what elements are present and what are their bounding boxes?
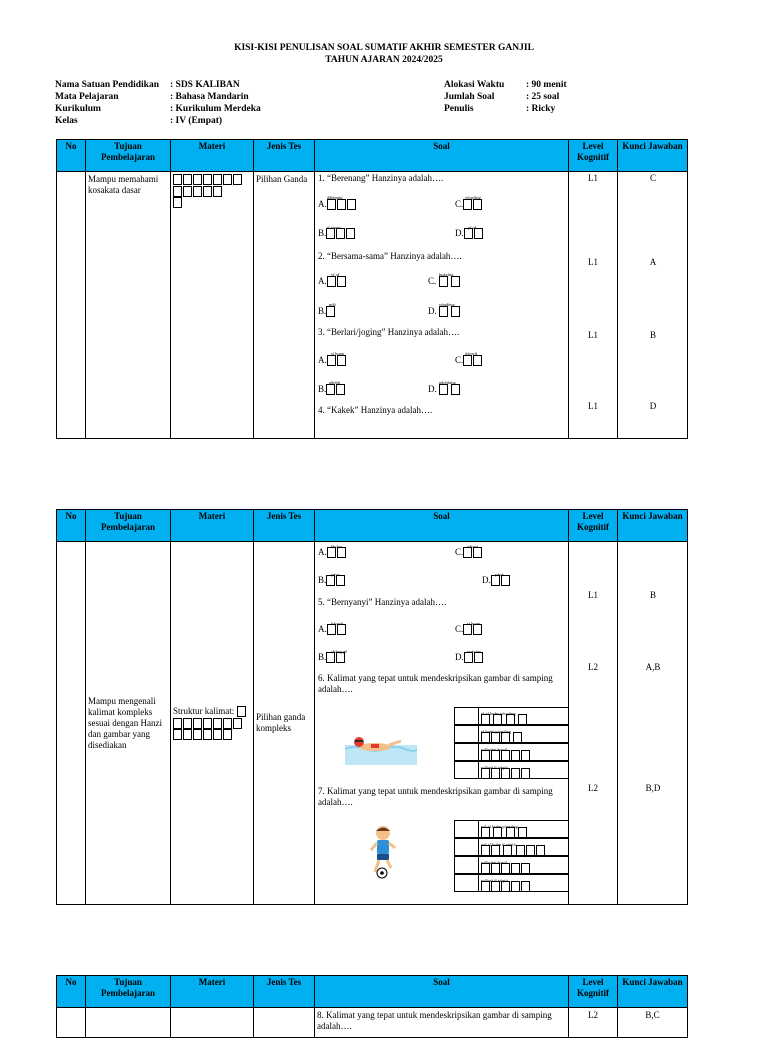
cell-materi (171, 172, 254, 439)
header-materi: Materi (171, 510, 254, 542)
pinyin: tā xǐ huān yóuyǒng (481, 711, 516, 716)
option-b (318, 306, 336, 317)
header-jenis: Jenis Tes (254, 510, 315, 542)
option-letter: B. (318, 384, 327, 394)
option-letter: C. (428, 276, 437, 286)
table-3 (56, 975, 688, 1038)
question-1: 1. “Berenang” Hanzinya adalah…. (318, 173, 444, 183)
meta-key: Kurikulum (55, 104, 101, 114)
level-value: L1 (588, 590, 598, 600)
option-d (455, 652, 484, 663)
option-b (318, 384, 346, 395)
option-letter: A. (318, 355, 327, 365)
answer-option (454, 725, 569, 743)
option-d (482, 575, 511, 586)
question-8: 8. Kalimat yang tepat untuk mendeskripsikan gambar di samping adalah…. (317, 1010, 552, 1031)
header-kunci: Kunci Jawaban (618, 510, 688, 542)
option-letter: C. (455, 199, 464, 209)
cell-jenis (254, 1008, 315, 1038)
cell-level (569, 172, 618, 439)
pinyin: yóuyǒng (465, 195, 481, 200)
cell-kunci (618, 172, 688, 439)
option-c (455, 547, 483, 558)
header-level: Level Kognitif (569, 976, 618, 1008)
meta-key: Jumlah Soal (444, 92, 495, 102)
pinyin: sì huan (331, 351, 344, 356)
level-value: L1 (588, 257, 598, 267)
soccer-child-image (367, 824, 403, 880)
meta-right (444, 79, 567, 115)
question-2: 2. “Bersama-sama” Hanzinya adalah…. (318, 251, 462, 261)
level-value: L1 (588, 173, 598, 183)
question-7: 7. Kalimat yang tepat untuk mendeskripsikan gambar di samping adalah…. (318, 786, 553, 807)
answer-option (454, 761, 569, 779)
level-value: L2 (588, 662, 598, 672)
option-d (428, 306, 461, 317)
pinyin: tā huān yóuyǒng (481, 729, 511, 734)
meta-value: : Ricky (526, 104, 556, 114)
option-a (318, 355, 347, 366)
option-letter: B. (318, 306, 327, 316)
pinyin: wǒhuā tī zúqiú (481, 878, 508, 883)
option-letter: A. (318, 199, 327, 209)
pinyin: yéye (331, 572, 340, 577)
answer-option (454, 874, 569, 892)
key-value: A,B (645, 662, 661, 672)
pinyin: tiàowǔ (331, 621, 344, 626)
pinyin: pǎobùing (439, 380, 456, 385)
header-no: No (57, 510, 86, 542)
pinyin: yéyè (495, 572, 504, 577)
pinyin: tī zúqiú (327, 225, 341, 230)
cell-no (57, 1008, 86, 1038)
cell-tujuan (86, 1008, 171, 1038)
option-b (318, 652, 346, 663)
option-letter: B. (318, 228, 327, 238)
answer-option (454, 707, 569, 725)
question-4: 4. “Kakek” Hanzinya adalah…. (318, 405, 433, 415)
option-letter: D. (455, 652, 464, 662)
cell-soal (315, 1008, 569, 1038)
cell-jenis: Pilihan Ganda (254, 172, 315, 439)
pinyin: wǒ xǐ huān yóuyǒng (481, 824, 518, 829)
pinyin: xuéxiào (467, 649, 482, 654)
header-soal: Soal (315, 510, 569, 542)
cell-level (569, 542, 618, 905)
meta-value: : Kurikulum Merdeka (170, 104, 261, 114)
cell-jenis: Pilihan ganda kompleks (254, 542, 315, 905)
key-value: D (649, 401, 657, 411)
meta-value: : SDS KALIBAN (170, 80, 240, 90)
option-a (318, 276, 347, 287)
key-value: C (649, 173, 656, 183)
cell-kunci: B,C (618, 1008, 688, 1038)
question-6: 6. Kalimat yang tepat untuk mendeskripsikan gambar di samping adalah…. (318, 673, 553, 694)
cell-tujuan: Mampu mengenali kalimat kompleks sesuai dengan Hanzi dan gambar yang disediakan (86, 542, 171, 905)
option-b (318, 575, 346, 586)
pinyin: wǒhuā tī zúqiú (481, 765, 508, 770)
pinyin: yī qǐ (468, 225, 477, 230)
header-level: Level Kognitif (569, 140, 618, 172)
header-level: Level Kognitif (569, 510, 618, 542)
pinyin: wǒ xǐ huān tī zúqiú (481, 842, 516, 847)
option-letter: A. (318, 624, 327, 634)
option-letter: B. (318, 575, 327, 585)
level-value: L2 (588, 783, 598, 793)
option-c (428, 276, 461, 287)
option-letter: B. (318, 652, 327, 662)
meta-left (55, 79, 261, 127)
table-2 (56, 509, 688, 905)
option-letter: D. (455, 228, 464, 238)
pinyin: dǎlánqiú (327, 195, 343, 200)
header-jenis: Jenis Tes (254, 140, 315, 172)
level-value: L1 (588, 330, 598, 340)
swimming-child-image (345, 725, 417, 765)
cell-materi (171, 542, 254, 905)
option-letter: D. (482, 575, 491, 585)
option-c (455, 624, 483, 635)
header-materi: Materi (171, 140, 254, 172)
cell-kunci (618, 542, 688, 905)
answer-option (454, 820, 569, 838)
pinyin: mǎi (329, 302, 336, 307)
doc-subtitle: TAHUN AJARAN 2024/2025 (325, 55, 443, 65)
option-a (318, 547, 347, 558)
cell-materi (171, 1008, 254, 1038)
key-value: B,D (645, 783, 661, 793)
key-value: A (649, 257, 657, 267)
pinyin: pǎobù (329, 380, 340, 385)
option-letter: C. (455, 355, 464, 365)
option-letter: A. (318, 276, 327, 286)
header-kunci: Kunci Jawaban (618, 140, 688, 172)
header-materi: Materi (171, 976, 254, 1008)
materi-label: Struktur kalimat: (173, 705, 235, 716)
pinyin: wǒhuāntiàowǔ (481, 860, 508, 865)
pinyin: tiàowǔ (465, 351, 478, 356)
cell-level: L2 (569, 1008, 618, 1038)
cell-no (57, 172, 86, 439)
key-value: B (649, 590, 656, 600)
meta-key: Penulis (444, 104, 474, 114)
cell-tujuan: Mampu memahami kosakata dasar (86, 172, 171, 439)
pinyin: chàng gē (331, 649, 348, 654)
level-value: L1 (588, 401, 598, 411)
header-jenis: Jenis Tes (254, 976, 315, 1008)
pinyin: huáxíng (439, 272, 454, 277)
meta-key: Nama Satuan Pendidikan (55, 80, 160, 90)
cell-soal (315, 172, 569, 439)
header-no: No (57, 140, 86, 172)
option-letter: A. (318, 547, 327, 557)
answer-option (454, 743, 569, 761)
doc-title: KISI-KISI PENULISAN SOAL SUMATIF AKHIR SEMESTER GANJIL (234, 43, 534, 53)
pinyin: nǎinai (467, 544, 478, 549)
option-d (455, 228, 484, 239)
option-letter: D. (428, 384, 437, 394)
pinyin: lǎolao (331, 544, 342, 549)
table-1 (56, 139, 688, 439)
meta-value: : 25 soal (526, 92, 560, 102)
header-tujuan: Tujuan Pembelajaran (86, 976, 171, 1008)
pinyin: sì huan (467, 621, 480, 626)
option-c (455, 355, 483, 366)
option-letter: C. (455, 624, 464, 634)
meta-key: Kelas (55, 116, 78, 126)
option-d (428, 384, 461, 395)
answer-option (454, 838, 569, 856)
meta-key: Alokasi Waktu (444, 80, 505, 90)
pinyin: wǒhuāntiàowǔ (481, 747, 508, 752)
pinyin: yī qǐ (331, 272, 340, 277)
question-5: 5. “Bernyanyi” Hanzinya adalah…. (318, 597, 447, 607)
header-tujuan: Tujuan Pembelajaran (86, 510, 171, 542)
option-b (318, 228, 356, 239)
header-kunci: Kunci Jawaban (618, 976, 688, 1008)
meta-key: Mata Pelajaran (55, 92, 119, 102)
question-3: 3. “Berlari/joging” Hanzinya adalah…. (318, 327, 460, 337)
cell-no (57, 542, 86, 905)
option-letter: C. (455, 547, 464, 557)
header-tujuan: Tujuan Pembelajaran (86, 140, 171, 172)
option-c (455, 199, 483, 210)
meta-value: : Bahasa Mandarin (170, 92, 249, 102)
cell-soal (315, 542, 569, 905)
option-letter: D. (428, 306, 437, 316)
option-a (318, 624, 347, 635)
pinyin: yùndòng (439, 302, 455, 307)
header-no: No (57, 976, 86, 1008)
header-soal: Soal (315, 140, 569, 172)
meta-value: : 90 menit (526, 80, 567, 90)
key-value: B (649, 330, 656, 340)
header-soal: Soal (315, 976, 569, 1008)
meta-value: : IV (Empat) (170, 116, 223, 126)
option-a (318, 199, 357, 210)
answer-option (454, 856, 569, 874)
